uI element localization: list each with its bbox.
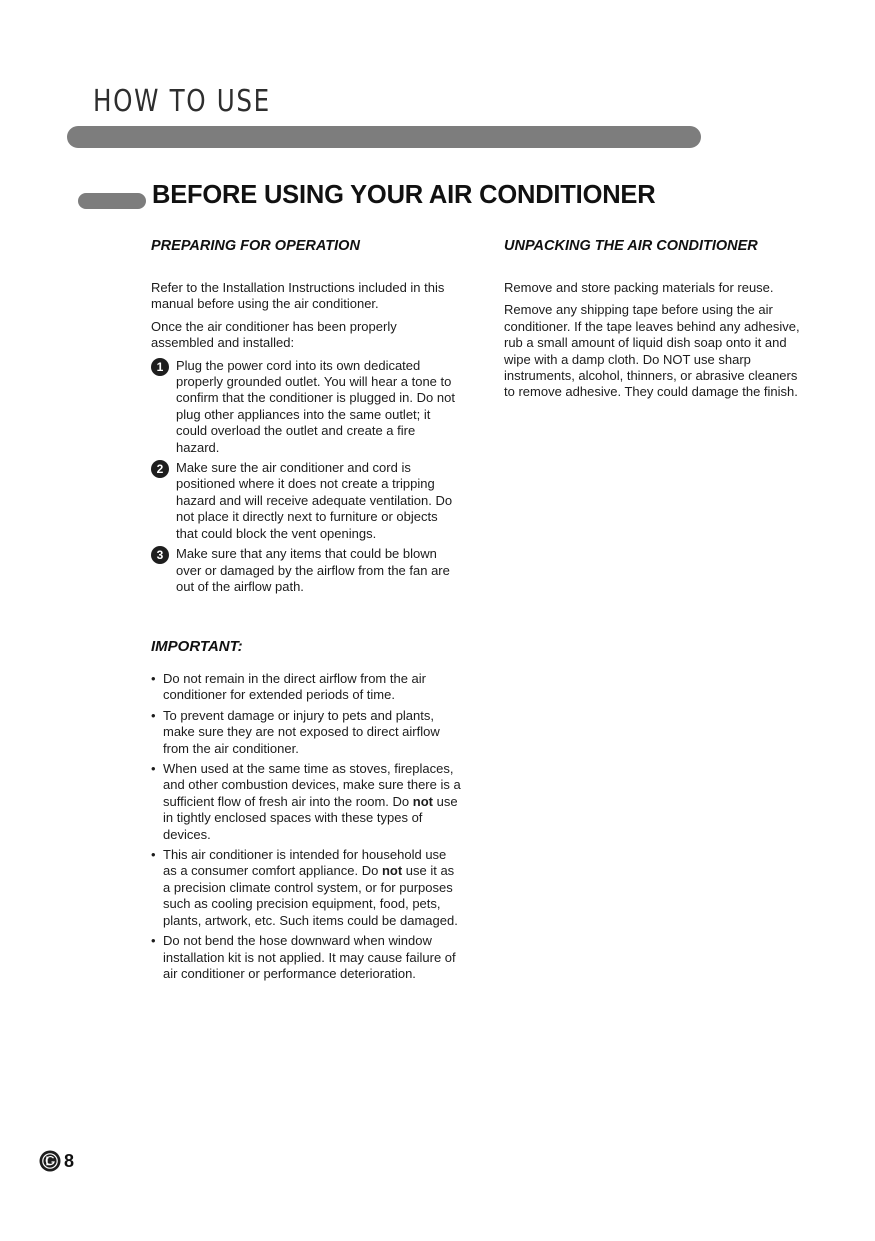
item-text-before: This air conditioner is intended for household use as a consumer comfort appliance. Do bbox=[163, 847, 447, 879]
unpacking-para-1: Remove and store packing materials for reuse. bbox=[504, 280, 774, 295]
important-list bbox=[151, 671, 461, 982]
preparing-heading: PREPARING FOR OPERATION bbox=[151, 238, 360, 254]
important-item: • Do not bend the hose downward when window installation kit is not applied. It may cause failure of air conditioner or performance deterioration. bbox=[151, 933, 461, 982]
section-title: BEFORE USING YOUR AIR CONDITIONER bbox=[152, 181, 656, 209]
step-text: Make sure the air conditioner and cord is positioned where it does not create a tripping hazard and will receive adequate ventilation. Do not place it directly next to furniture or objects that could block the vent openings. bbox=[176, 460, 453, 541]
emphasis-not: not bbox=[412, 793, 433, 809]
step-number-3-icon: 3 bbox=[151, 546, 169, 564]
step-item bbox=[151, 546, 461, 595]
important-item bbox=[151, 761, 461, 843]
page-number: 8 bbox=[64, 1150, 75, 1171]
important-item: • To prevent damage or injury to pets and plants, make sure they are not exposed to direct airflow from the air conditioner. bbox=[151, 708, 461, 757]
item-text-after: use in tightly enclosed spaces with these types of devices. bbox=[163, 793, 458, 842]
preparing-intro-2: Once the air conditioner has been properly assembled and installed: bbox=[151, 318, 397, 351]
item-text-after: use it as a precision climate control system, or for purposes such as cooling precision equipment, food, pets, plants, artwork, etc. Such items could be damaged. bbox=[163, 863, 458, 928]
emphasis-not: not bbox=[381, 863, 403, 879]
step-text: Plug the power cord into its own dedicated properly grounded outlet. You will hear a tone to confirm that the conditioner is plugged in. Do not plug other appliances into the same outlet; it could overload the outlet and create a fire hazard. bbox=[176, 357, 455, 455]
lg-logo-icon bbox=[39, 1150, 61, 1172]
unpacking-para-2: Remove any shipping tape before using the air conditioner. If the tape leaves behind any adhesive, rub a small amount of liquid dish soap onto it and wipe with a damp cloth. Do NOT use sharp instruments, alcohol, thinners, or abrasive cleaners to remove adhesive. They could damage the finish. bbox=[504, 302, 800, 400]
preparing-steps bbox=[151, 358, 461, 596]
chapter-title: HOW TO USE bbox=[93, 84, 271, 119]
important-item: • Do not remain in the direct airflow from the air conditioner for extended periods of time. bbox=[151, 671, 461, 704]
preparing-intro-1: Refer to the Installation Instructions included in this manual before using the air conditioner. bbox=[151, 280, 445, 312]
item-text-before: When used at the same time as stoves, fireplaces, and other combustion devices, make sure there is a sufficient flow of fresh air into the room. Do bbox=[163, 761, 461, 809]
preparing-section bbox=[151, 236, 461, 599]
step-item bbox=[151, 358, 461, 456]
step-number-1-icon: 1 bbox=[151, 358, 169, 376]
page-footer bbox=[39, 1150, 74, 1172]
important-heading: IMPORTANT: bbox=[151, 638, 243, 655]
unpacking-heading: UNPACKING THE AIR CONDITIONER bbox=[504, 238, 758, 254]
step-number-2-icon: 2 bbox=[151, 460, 169, 478]
important-section bbox=[151, 637, 461, 986]
important-item bbox=[151, 847, 461, 929]
chapter-divider-bar bbox=[67, 126, 701, 148]
step-item bbox=[151, 460, 461, 542]
section-marker-pill bbox=[78, 193, 146, 209]
step-text: Make sure that any items that could be blown over or damaged by the airflow from the fan are out of the airflow path. bbox=[176, 546, 450, 594]
unpacking-section bbox=[504, 236, 804, 407]
